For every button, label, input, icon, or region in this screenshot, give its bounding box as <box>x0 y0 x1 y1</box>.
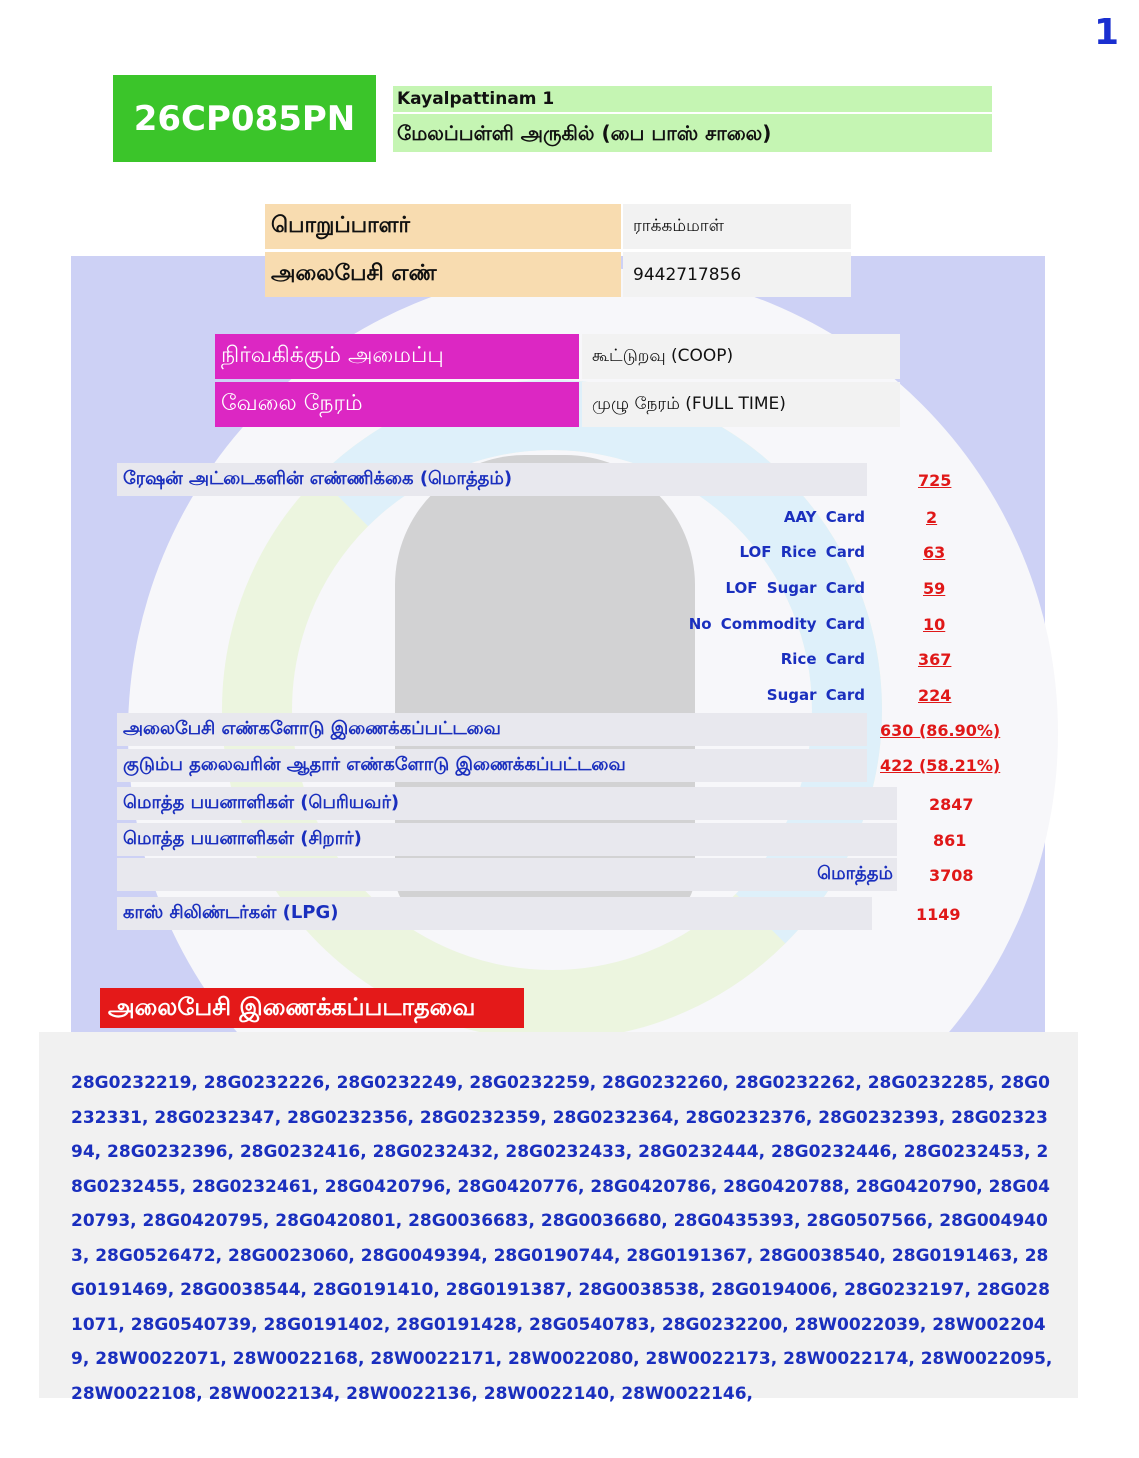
unlinked-title: அலைபேசி இணைக்கப்படாதவை <box>100 988 524 1028</box>
card-type-label: Rice Card <box>780 650 865 668</box>
card-type-value[interactable]: 63 <box>923 543 946 562</box>
location-english: Kayalpattinam 1 <box>393 86 992 112</box>
total-cards-value[interactable]: 725 <box>918 471 952 490</box>
total-beneficiaries-label: மொத்தம் <box>117 858 897 891</box>
mobile-linked-value[interactable]: 630 (86.90%) <box>880 721 1001 740</box>
card-type-value[interactable]: 224 <box>918 686 952 705</box>
card-type-label: No Commodity Card <box>688 615 865 633</box>
card-type-value[interactable]: 367 <box>918 650 952 669</box>
card-type-value[interactable]: 10 <box>923 615 946 634</box>
children-value: 861 <box>933 831 967 850</box>
lpg-value: 1149 <box>916 905 961 924</box>
location-tamil: மேலப்பள்ளி அருகில் (பை பாஸ் சாலை) <box>393 114 992 152</box>
unlinked-card-list: 28G0232219, 28G0232226, 28G0232249, 28G0232259, 28G0232260, 28G0232262, 28G0232285, 28G0232331, 28G0232347, 28G0232356, 28G0232359, 28G0232364, 28G0232376, 28G0232393, 28G0232394, 28G0232396, 28G0232416, 28G0232432, 28G0232433, 28G0232444, 28G0232446, 28G0232453, 28G0232455, 28G0232461, 28G0420796, 28G0420776, 28G0420786, 28G0420788, 28G0420790, 28G0420793, 28G0420795, 28G0420801, 28G0036683, 28G0036680, 28G0435393, 28G0507566, 28G0049403, 28G0526472, 28G0023060, 28G0049394, 28G0190744, 28G0191367, 28G0038540, 28G0191463, 28G0191469, 28G0038544, 28G0191410, 28G0191387, 28G0038538, 28G0194006, 28G0232197, 28G0281071, 28G0540739, 28G0191402, 28G0191428, 28G0540783, 28G0232200, 28W0022039, 28W0022049, 28W0022071, 28W0022168, 28W0022171, 28W0022080, 28W0022173, 28W0022174, 28W0022095, 28W0022108, 28W0022134, 28W0022136, 28W0022140, 28W0022146, <box>71 1073 1053 1404</box>
aadhaar-linked-label: குடும்ப தலைவரின் ஆதார் எண்களோடு இணைக்கப்பட்டவை <box>117 749 867 782</box>
adults-value: 2847 <box>929 795 974 814</box>
children-label: மொத்த பயனாளிகள் (சிறார்) <box>117 823 897 856</box>
card-type-label: LOF Rice Card <box>739 543 865 561</box>
shop-code-box: 26CP085PN <box>113 75 376 162</box>
page-number: 1 <box>1093 12 1119 53</box>
phone-value: 9442717856 <box>623 252 851 297</box>
card-type-label: LOF Sugar Card <box>725 579 865 597</box>
card-type-value[interactable]: 2 <box>926 508 938 527</box>
org-value: கூட்டுறவு (COOP) <box>582 334 900 379</box>
lpg-label: காஸ் சிலிண்டர்கள் (LPG) <box>117 897 872 930</box>
card-type-value[interactable]: 59 <box>923 579 946 598</box>
card-type-label: AAY Card <box>783 508 865 526</box>
hours-value: முழு நேரம் (FULL TIME) <box>582 382 900 427</box>
hours-label: வேலை நேரம் <box>215 382 579 427</box>
adults-label: மொத்த பயனாளிகள் (பெரியவர்) <box>117 787 897 820</box>
aadhaar-linked-value[interactable]: 422 (58.21%) <box>880 756 1001 775</box>
card-type-label: Sugar Card <box>766 686 865 704</box>
org-label: நிர்வகிக்கும் அமைப்பு <box>215 334 579 379</box>
incharge-value: ராக்கம்மாள் <box>623 204 851 249</box>
total-cards-label: ரேஷன் அட்டைகளின் எண்ணிக்கை (மொத்தம்) <box>117 463 867 496</box>
mobile-linked-label: அலைபேசி எண்களோடு இணைக்கப்பட்டவை <box>117 713 867 746</box>
incharge-label: பொறுப்பாளர் <box>265 204 621 249</box>
phone-label: அலைபேசி எண் <box>265 252 621 297</box>
total-beneficiaries-value: 3708 <box>929 866 974 885</box>
